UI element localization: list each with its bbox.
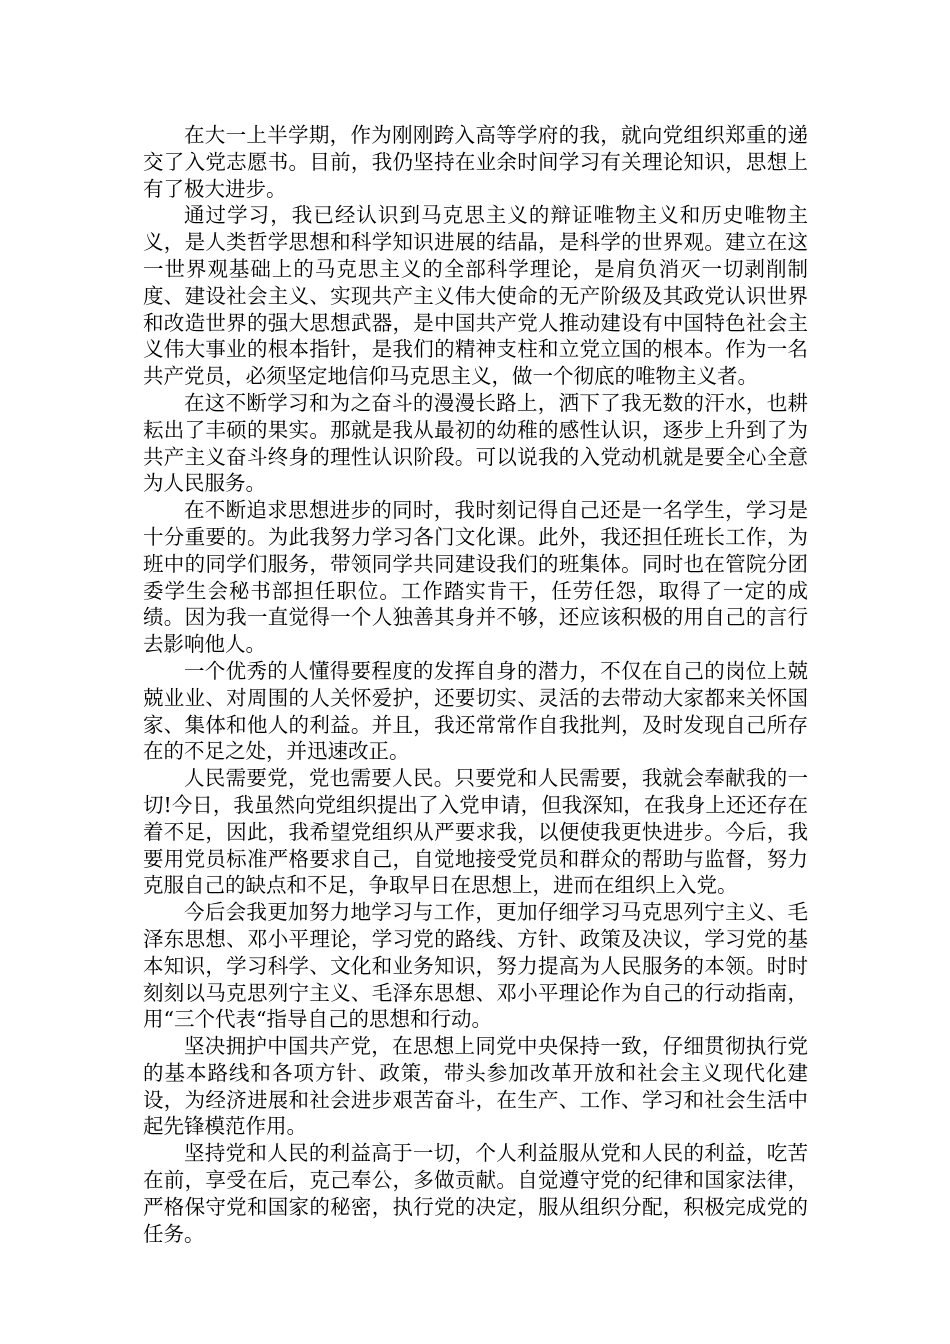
paragraph-2: 通过学习，我已经认识到马克思主义的辩证唯物主义和历史唯物主义，是人类哲学思想和科学知识进展的结晶，是科学的世界观。建立在这一世界观基础上的马克思主义的全部科学理论，是肩负消灭一切剥削制度、建设社会主义、实现共产主义伟大使命的无产阶级及其政党认识世界和改造世界的强大思想武器，是中国共产党人推动建设有中国特色社会主义伟大事业的根本指针，是我们的精神支柱和立党立国的根本。作为一名共产党员，必须坚定地信仰马克思主义，做一个彻底的唯物主义者。 [143, 203, 808, 389]
paragraph-6: 人民需要党，党也需要人民。只要党和人民需要，我就会奉献我的一切!今日，我虽然向党组织提出了入党申请，但我深知，在我身上还还存在着不足，因此，我希望党组织从严要求我，以便使我更快进步。今后，我要用党员标准严格要求自己，自觉地接受党员和群众的帮助与监督，努力克服自己的缺点和不足，争取早日在思想上，进而在组织上入党。 [143, 766, 808, 898]
paragraph-1: 在大一上半学期，作为刚刚跨入高等学府的我，就向党组织郑重的递交了入党志愿书。目前，我仍坚持在业余时间学习有关理论知识，思想上有了极大进步。 [143, 123, 808, 201]
paragraph-7: 今后会我更加努力地学习与工作，更加仔细学习马克思列宁主义、毛泽东思想、邓小平理论，学习党的路线、方针、政策及决议，学习党的基本知识，学习科学、文化和业务知识，努力提高为人民服务的本领。时时刻刻以马克思列宁主义、毛泽东思想、邓小平理论作为自己的行动指南，用“三个代表“指导自己的思想和行动。 [143, 900, 808, 1032]
paragraph-8: 坚决拥护中国共产党，在思想上同党中央保持一致，仔细贯彻执行党的基本路线和各项方针、政策，带头参加改革开放和社会主义现代化建设，为经济进展和社会进步艰苦奋斗，在生产、工作、学习和社会生活中起先锋模范作用。 [143, 1034, 808, 1139]
paragraph-3: 在这不断学习和为之奋斗的漫漫长路上，洒下了我无数的汗水，也耕耘出了丰硕的果实。那就是我从最初的幼稚的感性认识，逐步上升到了为共产主义奋斗终身的理性认识阶段。可以说我的入党动机就是要全心全意为人民服务。 [143, 390, 808, 496]
document-body [143, 122, 808, 1247]
paragraph-5: 一个优秀的人懂得要程度的发挥自身的潜力，不仅在自己的岗位上兢兢业业、对周围的人关怀爱护，还要切实、灵活的去带动大家都来关怀国家、集体和他人的利益。并且，我还常常作自我批判，及时发现自己所存在的不足之处，并迅速改正。 [143, 658, 808, 764]
paragraph-4: 在不断追求思想进步的同时，我时刻记得自己还是一名学生，学习是十分重要的。为此我努力学习各门文化课。此外，我还担任班长工作，为班中的同学们服务，带领同学共同建设我们的班集体。同时也在管院分团委学生会秘书部担任职位。工作踏实肯干，任劳任怨，取得了一定的成绩。因为我一直觉得一个人独善其身并不够，还应该积极的用自己的言行去影响他人。 [143, 498, 808, 657]
paragraph-9: 坚持党和人民的利益高于一切，个人利益服从党和人民的利益，吃苦在前，享受在后，克己奉公，多做贡献。自觉遵守党的纪律和国家法律，严格保守党和国家的秘密，执行党的决定，服从组织分配，积极完成党的任务。 [143, 1141, 808, 1246]
